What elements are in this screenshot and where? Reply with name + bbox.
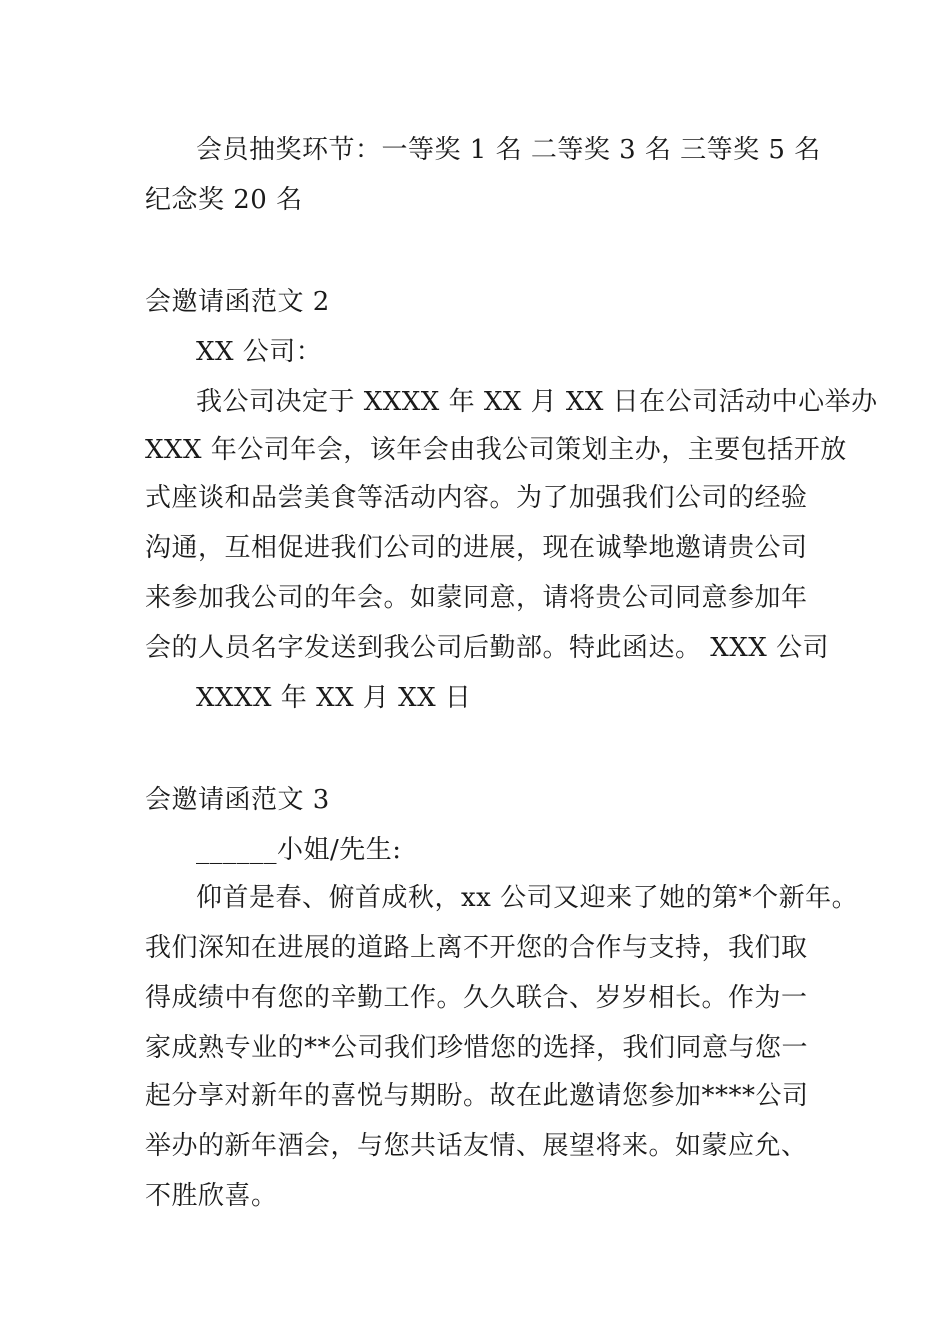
body-line: 沟通，互相促进我们公司的进展，现在诚挚地邀请贵公司 (145, 533, 808, 563)
body-line: 得成绩中有您的辛勤工作。久久联合、岁岁相长。作为一 (145, 983, 808, 1013)
body-line: 仰首是春、俯首成秋，xx 公司又迎来了她的第*个新年。 (196, 883, 859, 913)
body-line: 家成熟专业的**公司我们珍惜您的选择，我们同意与您一 (145, 1033, 809, 1063)
salutation-3: ______小姐/先生: (196, 835, 402, 865)
body-line: 举办的新年酒会，与您共话友情、展望将来。如蒙应允、 (145, 1131, 808, 1161)
body-line: XXX 年公司年会，该年会由我公司策划主办，主要包括开放 (145, 435, 847, 465)
date-line-2: XXXX 年 XX 月 XX 日 (196, 683, 472, 713)
body-line: 起分享对新年的喜悦与期盼。故在此邀请您参加****公司 (145, 1081, 809, 1111)
salutation-2: XX 公司： (196, 337, 323, 367)
body-line: 来参加我公司的年会。如蒙同意，请将贵公司同意参加年 (145, 583, 808, 613)
body-line: 会的人员名字发送到我公司后勤部。特此函达。 XXX 公司 (145, 633, 830, 663)
souvenir-prize-line: 纪念奖 20 名 (145, 185, 303, 215)
body-line: 我们深知在进展的道路上离不开您的合作与支持，我们取 (145, 933, 808, 963)
section-heading-2: 会邀请函范文 2 (145, 287, 330, 317)
body-line: 不胜欣喜。 (145, 1181, 278, 1211)
body-line: 式座谈和品尝美食等活动内容。为了加强我们公司的经验 (145, 483, 808, 513)
body-line: 我公司决定于 XXXX 年 XX 月 XX 日在公司活动中心举办 (196, 387, 878, 417)
lottery-prizes-line: 会员抽奖环节：一等奖 1 名 二等奖 3 名 三等奖 5 名 (196, 135, 821, 165)
section-heading-3: 会邀请函范文 3 (145, 785, 330, 815)
